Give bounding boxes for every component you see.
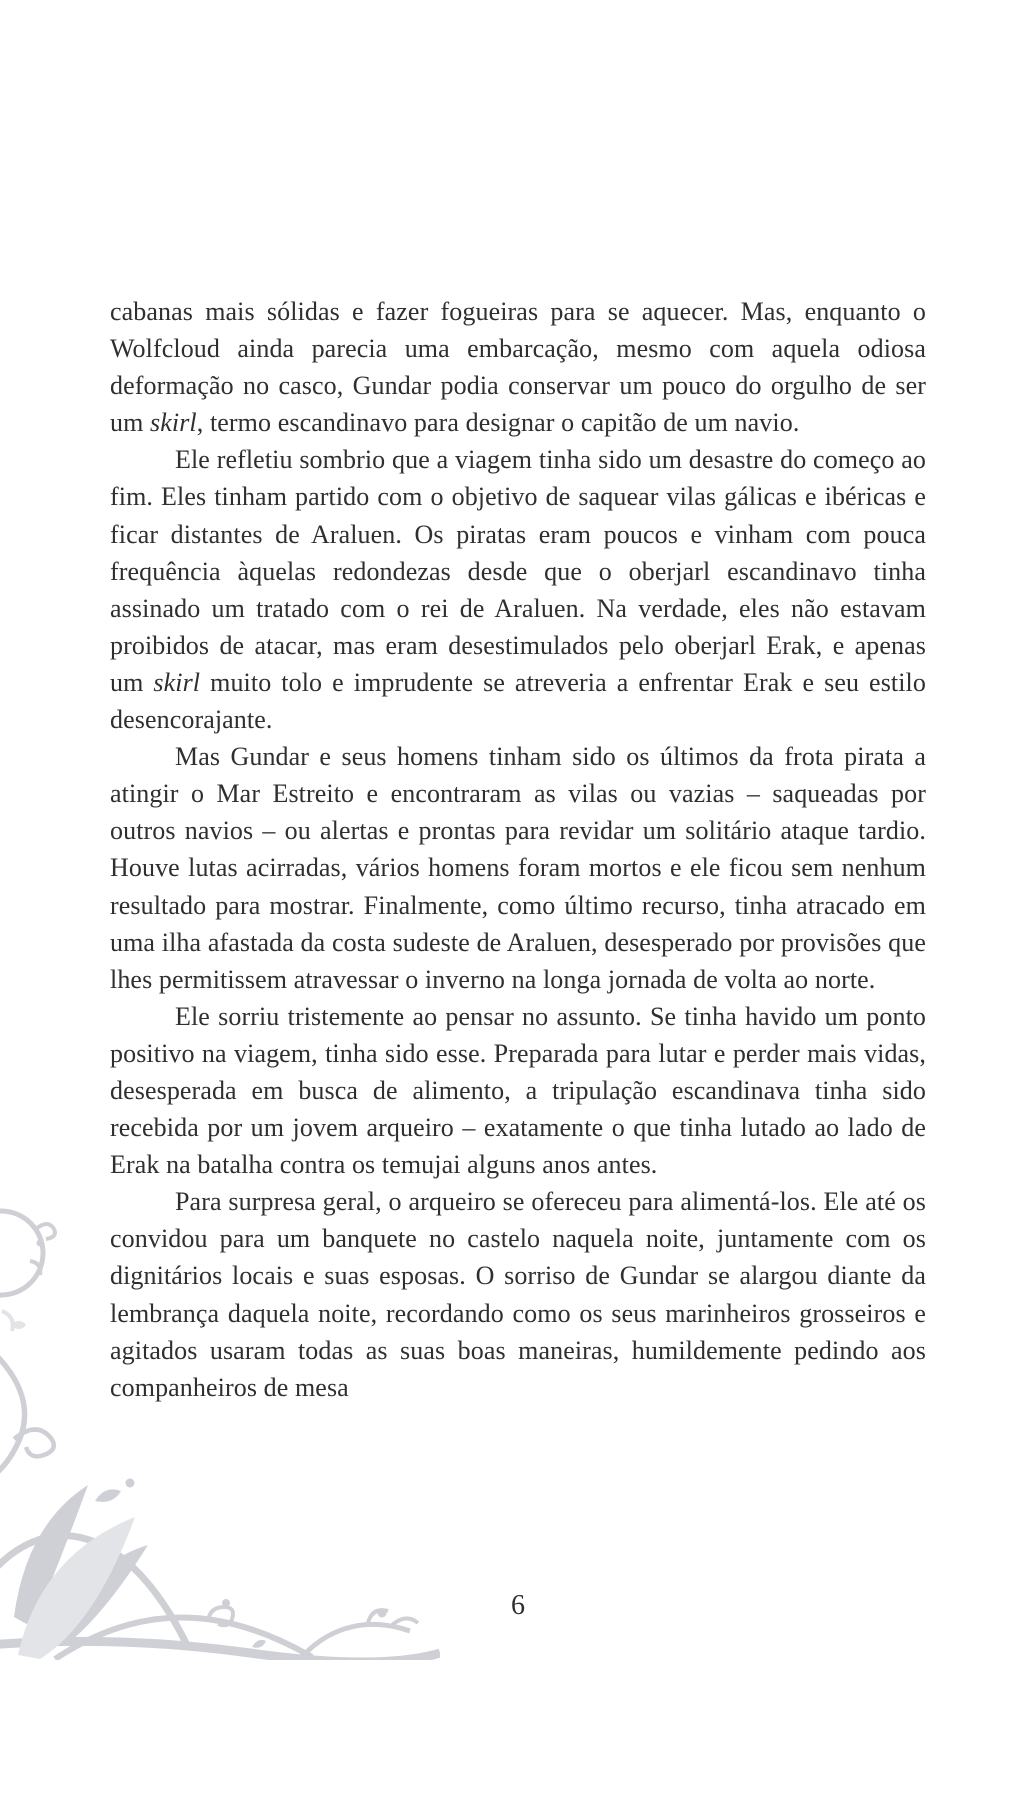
text-block (110, 293, 926, 1406)
paragraph (110, 998, 926, 1183)
text-segment: Ele sorriu tristemente ao pensar no assunto. Se tinha havido um ponto positivo na viagem, tinha sido esse. Preparada para lutar e perder mais vidas, desesperada em busca de alimento, a tripulação escandinava tinha sido recebida por um jovem arqueiro – exatamente o que tinha lutado ao lado de Erak na batalha contra os temujai alguns anos antes. (110, 1001, 926, 1180)
text-segment: Para surpresa geral, o arqueiro se ofereceu para alimentá-los. Ele até os convidou para um banquete no castelo naquela noite, juntamente com os dignitários locais e suas esposas. O sorriso de Gundar se alargou diante da lembrança daquela noite, recordando como os seus marinheiros grosseiros e agitados usaram todas as suas boas maneiras, humildemente pedindo aos companheiros de mesa (110, 1187, 926, 1402)
paragraph (110, 441, 926, 738)
paragraph (110, 738, 926, 998)
text-segment: Ele refletiu sombrio que a viagem tinha sido um desastre do começo ao fim. Eles tinham partido com o objetivo de saquear vilas gálicas e ibéricas e ficar distantes de Araluen. Os piratas eram poucos e vinham com pouca frequência àquelas redondezas desde que o oberjarl escandinavo tinha assinado um tratado com o rei de Araluen. Na verdade, eles não estavam proibidos de atacar, mas eram desestimulados pelo oberjarl Erak, e apenas um (110, 445, 926, 697)
text-segment: muito tolo e imprudente se atreveria a enfrentar Erak e seu estilo desencorajante. (110, 667, 926, 735)
page-number: 6 (511, 1590, 525, 1621)
paragraph (110, 1183, 926, 1406)
text-segment: Mas Gundar e seus homens tinham sido os últimos da frota pirata a atingir o Mar Estreito e encontraram as vilas ou vazias – saqueadas por outros navios – ou alertas e prontas para revidar um solitário ataque tardio. Houve lutas acirradas, vários homens foram mortos e ele ficou sem nenhum resultado para mostrar. Finalmente, como último recurso, tinha atracado em uma ilha afastada da costa sudeste de Araluen, desesperado por provisões que lhes permitissem atravessar o inverno na longa jornada de volta ao norte. (110, 742, 926, 994)
italic-term: skirl (153, 667, 201, 697)
paragraph (110, 293, 926, 441)
text-segment: cabanas mais sólidas e fazer fogueiras para se aquecer. Mas, enquanto o Wolfcloud ainda parecia uma embarcação, mesmo com aquela odiosa deformação no casco, Gundar podia conservar um pouco do orgulho de ser um (110, 297, 926, 438)
text-segment: , termo escandinavo para designar o capitão de um navio. (196, 408, 800, 438)
italic-term: skirl (150, 408, 197, 438)
